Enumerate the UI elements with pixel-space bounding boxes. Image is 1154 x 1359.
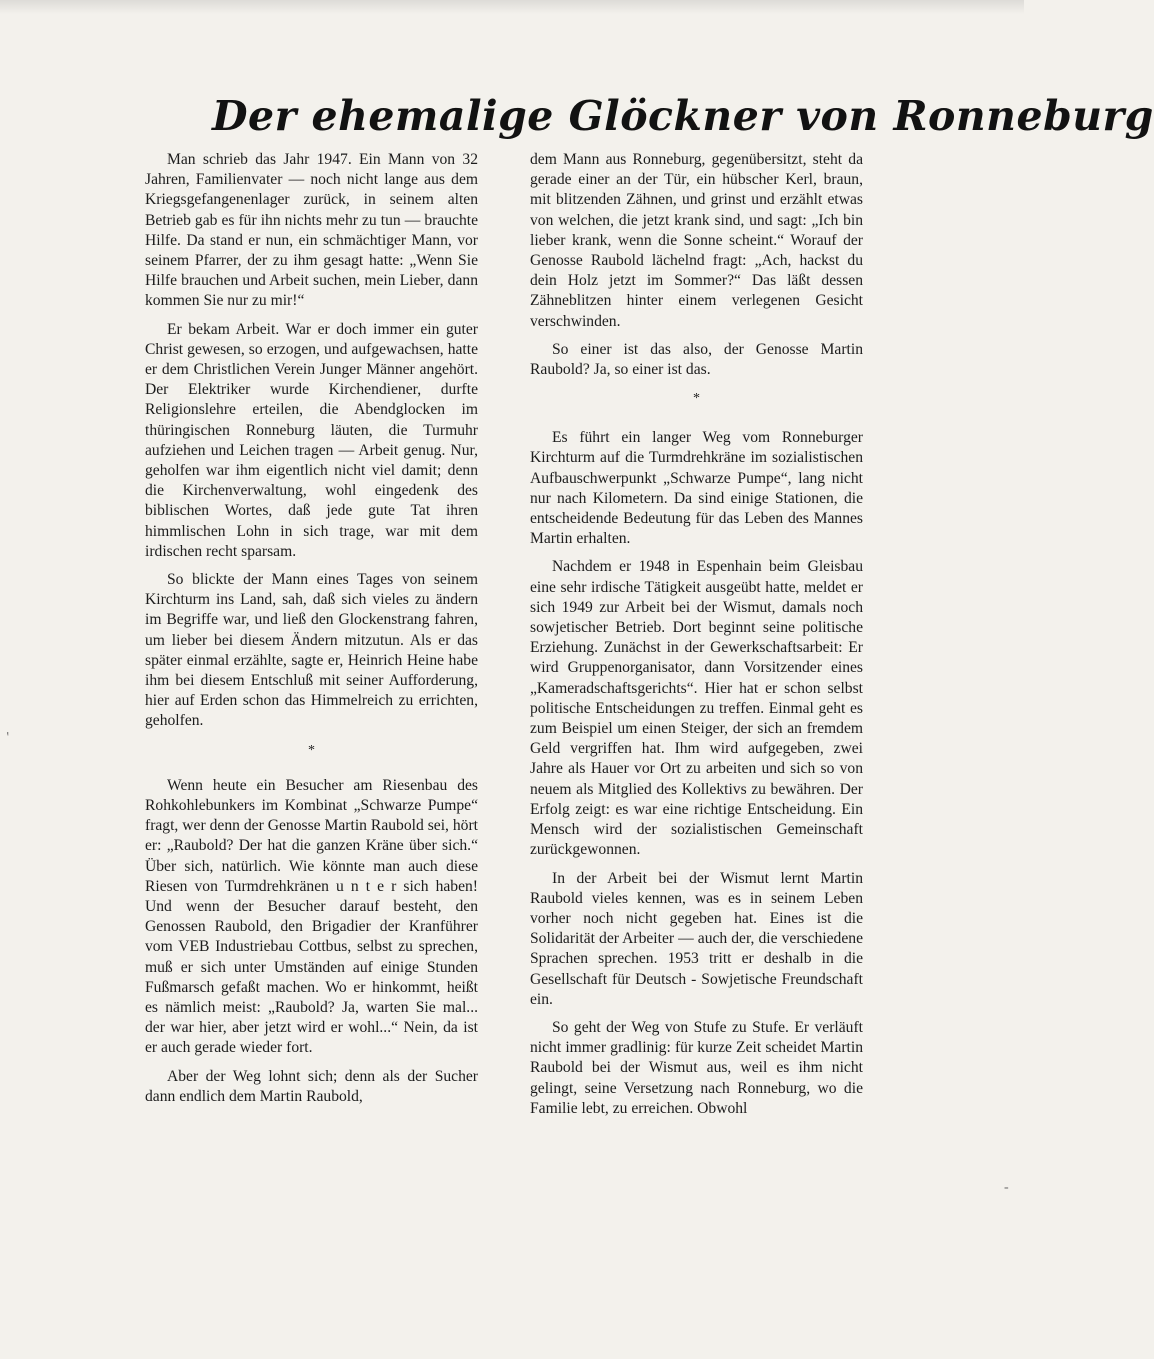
scan-mark: - [1004, 1180, 1009, 1195]
paragraph: So blickte der Mann eines Tages von seinem Kirchturm ins Land, sah, daß sich vieles zu ändern im Begriffe war, und ließ den Glockenstrang fahren, um lieber bei diesem Ändern mitzutun. Als er das später einmal erzählte, sagte er, Heinrich Heine habe ihm bei diesem Entschluß mit seiner Aufforderung, hier auf Erden schon das Himmelreich zu errichten, geholfen. [145, 571, 478, 730]
right-column [530, 150, 863, 1127]
paragraph: So einer ist das also, der Genosse Martin Raubold? Ja, so einer ist das. [530, 340, 863, 379]
paragraph: Wenn heute ein Besucher am Riesenbau des Rohkohlebunkers im Kombinat „Schwarze Pumpe“ fragt, wer denn der Genosse Martin Raubold sei, hört er: „Raubold? Der hat die ganzen Kräne über sich.“ Über sich, natürlich. Wie könnte man auch diese Riesen von Turmdrehkränen u n t e r sich haben! Und wenn der Besucher darauf besteht, den Genossen Raubold, den Brigadier der Kranführer vom VEB Industriebau Cottbus, selbst zu sprechen, muß er sich unter Umständen auf einige Stunden Fußmarsch gefaßt machen. Wo er hinkommt, heißt es nämlich meist: „Raubold? Ja, warten Sie mal... der war hier, aber jetzt wird er wohl...“ Nein, da ist er auch gerade wieder fort. [145, 776, 478, 1057]
section-separator: * [308, 742, 315, 758]
paragraph: Aber der Weg lohnt sich; denn als der Sucher dann endlich dem Martin Raubold, [145, 1067, 478, 1105]
paragraph: Man schrieb das Jahr 1947. Ein Mann von 32 Jahren, Familienvater — noch nicht lange aus dem Kriegsgefangenenlager zurück, in seinem alten Betrieb gab es für ihn nichts mehr zu tun — brauchte Hilfe. Da stand er nun, ein schmächtiger Mann, vor seinem Pfarrer, der zu ihm gesagt hatte: „Wenn Sie Hilfe brauchen und Arbeit suchen, mein Lieber, dann kommen Sie nur zu mir!“ [145, 151, 478, 310]
section-separator: * [693, 391, 700, 407]
article-title: Der ehemalige Glöckner von Ronneburg [212, 92, 1154, 140]
paragraph: Es führt ein langer Weg vom Ronneburger Kirchturm auf die Turmdrehkräne im sozialistischen Aufbauschwerpunkt „Schwarze Pumpe“, lang nicht nur nach Kilometern. Da sind einige Stationen, die entscheidende Bedeutung für das Leben des Mannes Martin erhalten. [530, 429, 863, 548]
paragraph: So geht der Weg von Stufe zu Stufe. Er verläuft nicht immer gradlinig: für kurze Zeit scheidet Martin Raubold bei der Wismut aus, weil es ihm nicht gelingt, seine Versetzung nach Ronneburg, wo die Familie lebt, zu erreichen. Obwohl [530, 1018, 863, 1117]
paragraph: In der Arbeit bei der Wismut lernt Martin Raubold vieles kennen, was es in seinem Leben vorher noch nicht gegeben hat. Eines ist die Solidarität der Arbeiter — auch der, die verschiedene Sprachen sprechen. 1953 tritt er deshalb in die Gesellschaft für Deutsch - Sowjetische Freundschaft ein. [530, 869, 863, 1008]
scan-edge-noise [0, 0, 1024, 14]
left-column [145, 150, 478, 1115]
scan-mark: ʹ [5, 729, 14, 746]
paragraph: dem Mann aus Ronneburg, gegenübersitzt, steht da gerade einer an der Tür, ein hübscher Kerl, braun, mit blitzenden Zähnen, und grinst und erzählt etwas von welchen, die jetzt krank sind, und sagt: „Ich bin lieber krank, wenn die Sonne scheint.“ Worauf der Genosse Raubold lächelnd fragt: „Ach, hackst du dein Holz jetzt im Sommer?“ Das läßt dessen Zähneblitzen hinter einem verlegenen Gesicht verschwinden. [530, 151, 863, 330]
paragraph: Nachdem er 1948 in Espenhain beim Gleisbau eine sehr irdische Tätigkeit ausgeübt hatte, meldet er sich 1949 zur Arbeit bei der Wismut, damals noch sowjetischer Betrieb. Dort beginnt seine politische Erziehung. Zunächst in der Gewerkschaftsarbeit: Er wird Gruppenorganisator, dann Vorsitzender eines „Kameradschaftsgerichts“. Hier hat er schon selbst politische Entscheidungen zu treffen. Einmal geht es zum Beispiel um einen Steiger, der sich an fremdem Geld vergriffen hat. Ihm wird aufgegeben, zwei Jahre als Hauer vor Ort zu arbeiten und sich so von neuem als Mitglied des Kollektivs zu bewähren. Der Erfolg zeigt: es war eine richtige Entscheidung. Ein Mensch wird der sozialistischen Gemeinschaft zurückgewonnen. [530, 558, 863, 859]
paragraph: Er bekam Arbeit. War er doch immer ein guter Christ gewesen, so erzogen, und aufgewachsen, hatte er dem Christlichen Verein Junger Männer angehört. Der Elektriker wurde Kirchendiener, durfte Religionslehre erteilen, die Abendglocken im thüringischen Ronneburg läuten, die Turmuhr aufziehen und Leichen tragen — Arbeit genug. Nur, geholfen war ihm eigentlich nicht viel damit; denn die Kirchenverwaltung, wohl eingedenk des biblischen Wortes, daß jede gute Tat ihren himmlischen Lohn in sich trage, war mit dem irdischen recht sparsam. [145, 320, 478, 560]
